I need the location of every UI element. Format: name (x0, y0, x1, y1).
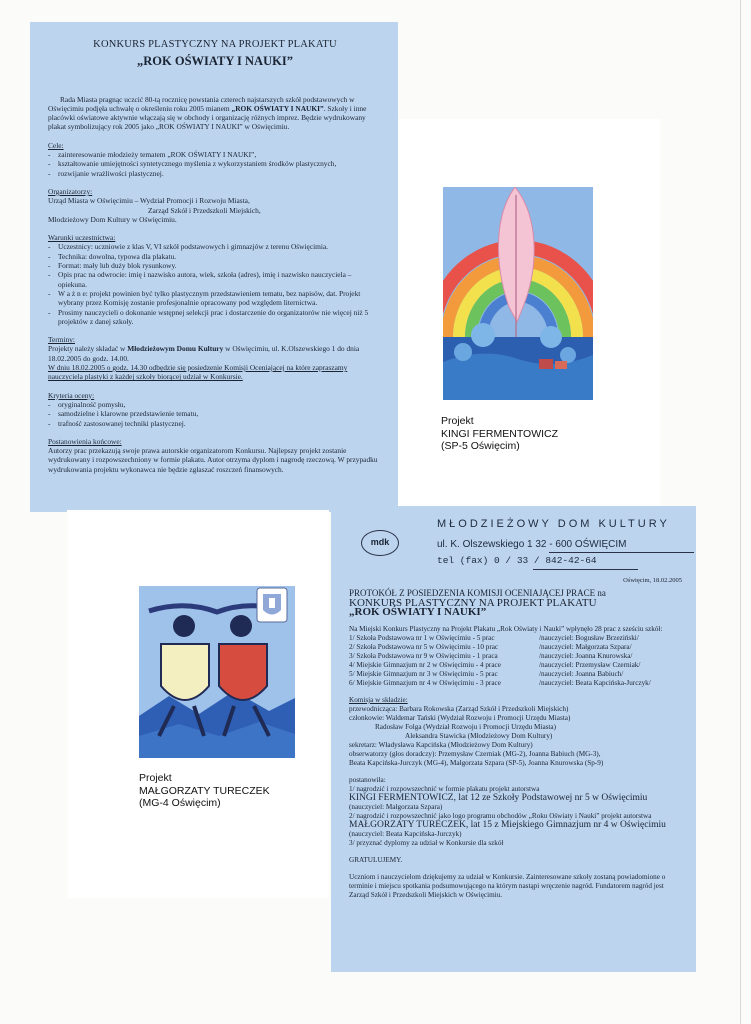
school-row: 4/ Miejskie Gimnazjum nr 2 w Oświęcimiu - 4 prace /nauczyciel: Przemysław Czerniak/ (349, 661, 641, 669)
page-edge (740, 0, 741, 1024)
letterhead (349, 514, 682, 582)
conditions-section (48, 233, 382, 326)
final-section (48, 437, 382, 474)
organization-address: ul. K. Olszewskiego 1 32 - 600 OŚWIĘCIM (437, 539, 627, 550)
goal-item: - rozwijanie wrażliwości plastycznej. (48, 169, 382, 178)
protocol-subtitle: KONKURS PLASTYCZNY NA PROJEKT PLAKATU (349, 597, 597, 609)
protocol-date: Oświęcim, 18.02.2005 (623, 577, 682, 584)
goals-section (48, 141, 382, 178)
award-1-winner: KINGI FERMENTOWICZ, lat 12 ze Szkoły Podstawowej nr 5 w Oświęcimiu (349, 793, 648, 803)
address-underline (549, 552, 694, 553)
condition-item: - W a ż n e: projekt powinien być tylko plastycznym przedstawieniem tematu, bez napisów, dat. Projekt wybrany przez Komisję zostanie profesjonalnie opracowany pod względem liternictwa. (48, 289, 382, 308)
committee-secretary: sekretarz: Władysława Kapcińska (Młodzieżowy Dom Kultury) (349, 741, 533, 749)
committee-chair: przewodnicząca: Barbara Rokowska (Zarząd Szkół i Przedszkoli Miejskich) (349, 705, 569, 713)
rules-title: „ROK OŚWIATY I NAUKI” (137, 54, 293, 69)
organizer-line: Zarząd Szkół i Przedszkoli Miejskich, (148, 205, 261, 215)
project-school: (SP-5 Oświęcim) (441, 440, 520, 452)
school-row: 5/ Miejskie Gimnazjum nr 3 w Oświęcimiu - 5 prac /nauczyciel: Joanna Babiuch/ (349, 670, 624, 678)
school-row: 1/ Szkoła Podstawowa nr 1 w Oświęcimiu - 5 prac /nauczyciel: Bogusław Brzeziński/ (349, 634, 639, 642)
contest-rules-card (30, 22, 398, 512)
mdk-logo: mdk (361, 530, 399, 556)
condition-item: - Format: mały lub duży blok rysunkowy. (48, 261, 382, 270)
shield-figures-artwork (139, 586, 295, 758)
rainbow-feather-artwork (443, 187, 593, 400)
criteria-section (48, 391, 382, 428)
decision-section (349, 776, 682, 848)
goal-item: - kształtowanie umiejętności syntetycznego myślenia z wykorzystaniem środków plastycznych, (48, 159, 382, 168)
organization-name: MŁODZIEŻOWY DOM KULTURY (437, 518, 670, 530)
project-card-malgorzata (67, 510, 329, 898)
organizers-label: Organizatorzy: (48, 186, 93, 196)
award-2-teacher: (nauczyciel: Beata Kapcińska-Jurczyk) (349, 830, 462, 838)
organization-phone: tel (fax) 0 / 33 / 842-42-64 (437, 555, 597, 566)
project-author: KINGI FERMENTOWICZ (441, 427, 559, 440)
committee-section (349, 696, 682, 768)
criteria-item: - samodzielne i klarowne przedstawienie tematu, (48, 409, 382, 418)
protocol-card (331, 506, 696, 972)
protocol-intro: Na Miejski Konkurs Plastyczny na Projekt Plakatu „Rok Oświaty i Nauki” wpłynęło 28 prac z sześciu szkół: (349, 625, 663, 633)
project-card-kinga (397, 119, 661, 509)
committee-label: Komisja w składzie: (349, 696, 408, 704)
rules-intro: Rada Miasta pragnąc uczcić 80-tą rocznicę powstania czterech najstarszych szkół podstawowych w Oświęcimiu podjęła uchwałę o określeniu roku 2005 mianem „ROK OŚWIATY I NAUKI”. Szkoły i inne placówki oświatowe aktywnie włączają się w obchody i organizację różnych imprez. Będzie wydrukowany plakat symbolizujący rok 2005 jako „ROK OŚWIATY I NAUKI” w Oświęcimiu. (48, 94, 367, 132)
decision-label: postanowiła: (349, 776, 386, 784)
award-1: 1/ nagrodzić i rozpowszechnić w formie plakatu projekt autorstwa (349, 785, 540, 793)
terms-label: Terminy: (48, 335, 75, 345)
terms-text: Projekty należy składać w Młodzieżowym Domu Kultury w Oświęcimiu, ul. K.Olszewskiego 1 do dnia 18.02.2005 do godz. 14.00. (48, 344, 360, 363)
final-label: Postanowienia końcowe: (48, 436, 122, 446)
project-caption-malgorzata (139, 772, 270, 810)
phone-underline (533, 569, 638, 570)
condition-item: - Technika: dowolna, typowa dla plakatu. (48, 252, 382, 261)
closing-text: Uczniom i nauczycielom dziękujemy za udział w Konkursie. Zainteresowane szkoły zostaną powiadomione o terminie i miejscu spotkania podsumowującego na którym nastąpi wręczenie nagród. Fundatorem nagród jest Zarząd Szkół i Przedszkoli Miejskich w Oświęcimiu. (349, 873, 666, 899)
final-text: Autorzy prac przekazują swoje prawa autorskie organizatorom Konkursu. Najlepszy projekt zostanie wydrukowany i rozpowszechniony w formie plakatu. Autor otrzyma dyplom i nagrodę rzeczową. W przypadku wydrukowania projektu wykonawca nie będzie zgłaszać roszczeń finansowych. (48, 446, 378, 474)
condition-item: - Prosimy nauczycieli o dokonanie wstępnej selekcji prac i dostarczenie do organizatorów nie więcej niż 5 projektów z danej szkoły. (48, 308, 382, 327)
school-row: 6/ Miejskie Gimnazjum nr 4 w Oświęcimiu - 3 prace /nauczyciel: Beata Kapcińska-Jurczyk/ (349, 679, 651, 687)
conditions-label: Warunki uczestnictwa: (48, 233, 116, 243)
committee-observers: obserwatorzy (głos doradczy): Przemysław Czerniak (MG-2), Joanna Babiuch (MG-3), (349, 750, 601, 758)
goal-item: - zainteresowanie młodzieży tematem „ROK OŚWIATY I NAUKI”, (48, 150, 382, 159)
goals-label: Cele: (48, 140, 64, 150)
criteria-item: - oryginalność pomysłu, (48, 400, 382, 409)
organizer-line: Młodzieżowy Dom Kultury w Oświęcimiu. (48, 214, 177, 224)
project-school: (MG-4 Oświęcim) (139, 797, 221, 809)
committee-observers: Beata Kapcińska-Jurczyk (MG-4), Małgorzata Szpara (SP-5), Joanna Knurowska (Sp-9) (349, 759, 604, 767)
condition-item: - Opis prac na odwrocie: imię i nazwisko autora, wiek, szkoła (adres), imię i nazwisko nauczyciela – opiekuna. (48, 270, 382, 289)
schools-list (349, 634, 682, 688)
project-label: Projekt (441, 415, 474, 427)
terms-section (48, 335, 382, 381)
condition-item: - Uczestnicy: uczniowie z klas V, VI szkół podstawowych i gimnazjów z terenu Oświęcimia. (48, 242, 382, 251)
award-2: 2/ nagrodzić i rozpowszechnić jako logo programu obchodów „Roku Oświaty i Nauki” projekt autorstwa (349, 812, 652, 820)
congrats: GRATULUJEMY. (349, 856, 403, 864)
committee-member: członkowie: Waldemar Tański (Wydział Rozwoju i Promocji Urzędu Miasta) (349, 714, 571, 722)
committee-member: Radosław Folga (Wydział Rozwoju i Promocji Urzędu Miasta) (375, 723, 557, 731)
protocol-theme: „ROK OŚWIATY I NAUKI” (349, 606, 487, 618)
award-3: 3/ przyznać dyplomy za udział w Konkursie dla szkół (349, 839, 504, 847)
award-1-teacher: (nauczyciel: Małgorzata Szpara) (349, 803, 443, 811)
rules-heading: KONKURS PLASTYCZNY NA PROJEKT PLAKATU (93, 39, 337, 50)
project-label: Projekt (139, 772, 172, 784)
protocol-title: PROTOKÓŁ Z POSIEDZENIA KOMISJI OCENIAJĄCEJ PRACE na (349, 588, 606, 598)
criteria-label: Kryteria oceny: (48, 390, 95, 400)
terms-meeting: W dniu 18.02.2005 o godz. 14.30 odbędzie się posiedzenie Komisji Oceniającej na które zapraszamy nauczyciela plastyki z każdej szkoły biorącej udział w Konkursie. (48, 363, 348, 382)
criteria-item: - trafność zastosowanej techniki plastycznej. (48, 419, 382, 428)
organizer-line: Urząd Miasta w Oświęcimiu – Wydział Promocji i Rozwoju Miasta, (48, 196, 250, 206)
school-row: 3/ Szkoła Podstawowa nr 9 w Oświęcimiu - 1 praca /nauczyciel: Joanna Knurowska/ (349, 652, 633, 660)
project-author: MAŁGORZATY TURECZEK (139, 784, 270, 797)
school-row: 2/ Szkoła Podstawowa nr 5 w Oświęcimiu - 10 prac /nauczyciel: Małgorzata Szpara/ (349, 643, 632, 651)
organizers-section (48, 187, 382, 224)
committee-member: Aleksandra Stawicka (Młodzieżowy Dom Kultury) (405, 732, 553, 740)
project-caption-kinga (441, 415, 558, 453)
award-2-winner: MAŁGORZATY TURECZEK, lat 15 z Miejskiego Gimnazjum nr 4 w Oświęcimiu (349, 820, 666, 830)
